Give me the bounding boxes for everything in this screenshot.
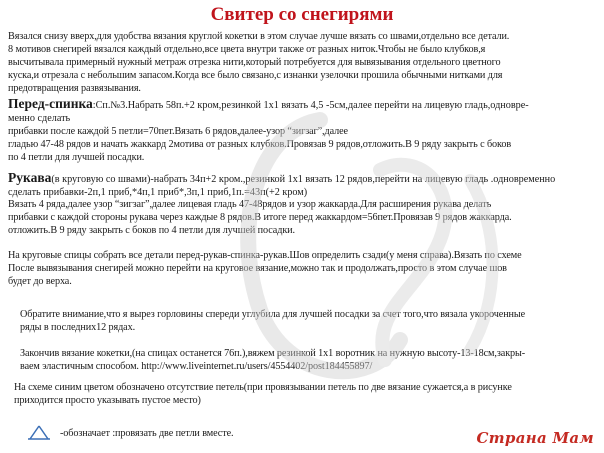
front-back-text-first: :Сп.№3.Набрать 58п.+2 кром,резинкой 1х1 вязать 4,5 -5см,далее перейти на лицевую гладь,одновре- менно сделать	[8, 100, 529, 124]
sleeve-section	[8, 171, 600, 199]
sleeve-text-first: (в круговую со швами)-набрать 34п+2 кром.,резинкой 1х1 вязать 12 рядов,перейти на лицевую гладь .одновременно сделать прибавки-2п,1 приб,*4п,1 приб*,3п,1 приб,1п.=43п(+2 кром)	[8, 174, 556, 198]
sleeve-heading: Рукава	[8, 170, 52, 185]
front-back-section	[8, 97, 600, 125]
assembly-paragraph: На круговые спицы собрать все детали перед-рукав-спинка-рукав.Шов определить сзади(у меня справа).Вязать по схеме После вывязывания снегирей можно перейти на круговое вязание,можно так и продолжать,просто в этом случае шов будет до верха.	[8, 250, 522, 287]
collar-paragraph: Закончив вязание кокетки,(на спицах останется 76п.),вяжем резинкой 1х1 воротник на нужную высоту-13-18см,закры- ваем эластичным способом. http://www.liveinternet.ru/users/4554402/post184455897/	[20, 348, 526, 372]
decrease-symbol-icon	[28, 424, 50, 440]
page-title: Свитер со снегирями	[210, 4, 394, 25]
intro-paragraph: Вязался снизу вверх,для удобства вязания круглой кокетки в этом случае лучше вязать со швами,отдельно все детали. 8 мотивов снегирей вязался каждый отдельно,все цвета внутри также от разных ниток.Чтобы не было клубков,я высчитывала примерный нужный метраж отрезка нити,который потребуется для вывязывания отдельного цветного куска,и отрезала с небольшим запасом.Когда все было связано,с изнанки узелочки прошила обычными нитками для предотвращения развязывания.	[8, 31, 510, 94]
front-back-text-rest: прибавки после каждой 5 петли=70пет.Вязать 6 рядов,далее-узор “зигзаг”,далее гладью 47-48 рядов и начать жаккард 2мотива от разных клубков.Провязав 9 рядов,отложить.В 9 ряду закрыть с боков по 4 петли для лучшей посадки.	[8, 126, 512, 163]
scheme-note: На схеме синим цветом обозначено отсутствие петель(при провязывании петель по две вязание сужается,а в рисунке приходится просто указывать пустое место)	[14, 382, 512, 406]
legend-text: -обозначает :провязать две петли вместе.	[60, 428, 234, 439]
front-back-heading: Перед-спинка	[8, 96, 93, 111]
neckline-note: Обратите внимание,что я вырез горловины спереди углубила для лучшей посадки за счет того,что вязала укороченные ряды в последних12 рядах.	[20, 309, 526, 333]
sleeve-text-rest: Вязать 4 ряда,далее узор “зигзаг”,далее лицевая гладь 47-48рядов и узор жаккарда.Для расширения рукава делать прибавки с каждой стороны рукава через каждые 8 рядов.В итоге перед жаккардом=56пет.Провязав 9 рядов жаккарда. отложить.В 9 ряду закрыть с боков по 4 петли для лучшей посадки.	[8, 199, 512, 236]
brand-logo: Страна Мам	[476, 429, 594, 447]
